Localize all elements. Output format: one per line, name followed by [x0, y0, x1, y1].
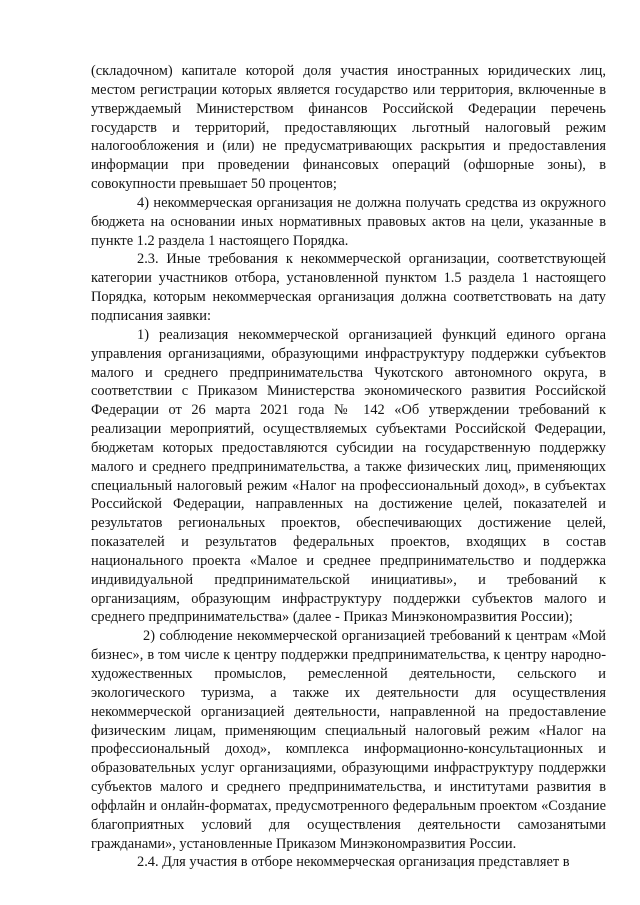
paragraph-requirement-2: 2) соблюдение некоммерческой организацией требований к центрам «Мой бизнес», в том числе к центру поддержки предпринимательства, к центру народно-художественных промыслов, ремесленной деятельности, сельского и экологического туризма, а также их деятельности для осуществления некоммерческой организацией деятельности, направленной на предоставление физическим лицам, применяющим специальный налоговый режим «Налог на профессиональный доход», комплекса информационно-консультационных и образовательных услуг организациями, образующими инфраструктуру поддержки субъектов малого и среднего предпринимательства, и институтами развития в оффлайн и онлайн-форматах, предусмотренного федеральным проектом «Создание благоприятных условий для осуществления деятельности самозанятыми гражданами», установленные Приказом Минэкономразвития России.: [91, 628, 606, 852]
paragraph-section-2-3: 2.3. Иные требования к некоммерческой организации, соответствующей категории участников отбора, установленной пунктом 1.5 раздела 1 настоящего Порядка, которым некоммерческая организация должна соответствовать на дату подписания заявки:: [91, 251, 606, 324]
document-body: [91, 62, 606, 872]
paragraph-requirement-1: 1) реализация некоммерческой организацией функций единого органа управления организациями, образующими инфраструктуру поддержки субъектов малого и среднего предпринимательства Чукотского автономного округа, в соответствии с Приказом Министерства экономического развития Российской Федерации от 26 марта 2021 года № 142 «Об утверждении требований к реализации мероприятий, осуществляемых субъектами Российской Федерации, бюджетам которых предоставляются субсидии на государственную поддержку малого и среднего предпринимательства, а также физических лиц, применяющих специальный налоговый режим «Налог на профессиональный доход», в субъектах Российской Федерации, направленных на достижение целей, показателей и результатов региональных проектов, обеспечивающих достижение целей, показателей и результатов федеральных проектов, входящих в состав национального проекта «Малое и среднее предпринимательство и поддержка индивидуальной предпринимательской инициативы», и требований к организациям, образующим инфраструктуру поддержки субъектов малого и среднего предпринимательства» (далее - Приказ Минэкономразвития России);: [91, 326, 606, 626]
paragraph-item-4: 4) некоммерческая организация не должна получать средства из окружного бюджета на основании иных нормативных правовых актов на цели, указанные в пункте 1.2 раздела 1 настоящего Порядка.: [91, 194, 606, 249]
paragraph-section-2-4: 2.4. Для участия в отборе некоммерческая организация представляет в: [137, 854, 570, 871]
paragraph-continuation: (складочном) капитале которой доля участия иностранных юридических лиц, местом регистрации которых является государство или территория, включенные в утверждаемый Министерством финансов Российской Федерации перечень государств и территорий, предоставляющих льготный налоговый режим налогообложения и (или) не предусматривающих раскрытия и предоставления информации при проведении финансовых операций (офшорные зоны), в совокупности превышает 50 процентов;: [91, 63, 606, 193]
